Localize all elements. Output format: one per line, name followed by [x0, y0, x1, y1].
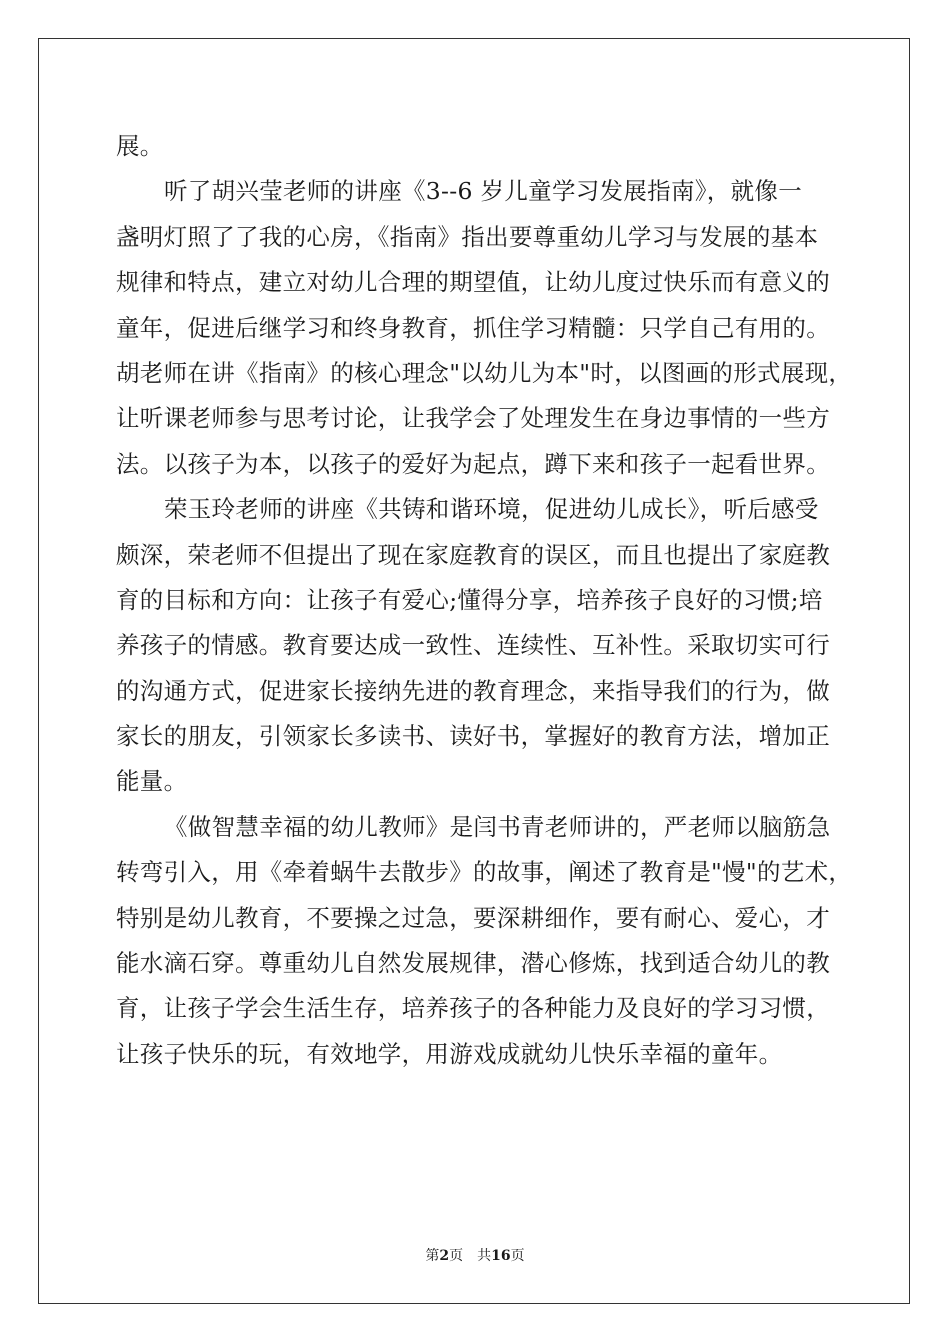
text-line: 特别是幼儿教育，不要操之过急，要深耕细作，要有耐心、爱心，才 — [116, 903, 830, 932]
text-line: 的沟通方式，促进家长接纳先进的教育理念，来指导我们的行为，做 — [116, 676, 830, 705]
text-line: 转弯引入，用《牵着蜗牛去散步》的故事，阐述了教育是"慢"的艺术， — [116, 858, 853, 887]
total-suffix: 页 — [510, 1248, 525, 1264]
text-line: 能量。 — [116, 767, 188, 796]
paragraph-start-line: 荣玉玲老师的讲座《共铸和谐环境，促进幼儿成长》，听后感受 — [164, 495, 819, 524]
text-line: 规律和特点，建立对幼儿合理的期望值，让幼儿度过快乐而有意义的 — [116, 268, 830, 297]
text-line: 让听课老师参与思考讨论，让我学会了处理发生在身边事情的一些方 — [116, 404, 830, 433]
text-line: 育的目标和方向：让孩子有爱心;懂得分享，培养孩子良好的习惯;培 — [116, 585, 823, 614]
text-line: 让孩子快乐的玩，有效地学，用游戏成就幼儿快乐幸福的童年。 — [116, 1039, 783, 1068]
text-line: 能水滴石穿。尊重幼儿自然发展规律，潜心修炼，找到适合幼儿的教 — [116, 949, 830, 978]
text-line: 盏明灯照了了我的心房，《指南》指出要尊重幼儿学习与发展的基本 — [116, 222, 819, 251]
total-prefix: 共 — [477, 1248, 492, 1264]
paragraph-start-line: 《做智慧幸福的幼儿教师》是闫书青老师讲的，严老师以脑筋急 — [164, 812, 831, 841]
page-footer — [0, 1247, 950, 1265]
page-suffix: 页 — [449, 1248, 464, 1264]
paragraph-start-line: 听了胡兴莹老师的讲座《3--6 岁儿童学习发展指南》，就像一 — [164, 177, 803, 206]
text-line: 胡老师在讲《指南》的核心理念"以幼儿为本"时，以图画的形式展现， — [116, 358, 853, 387]
text-line: 法。以孩子为本，以孩子的爱好为起点，蹲下来和孩子一起看世界。 — [116, 449, 830, 478]
page-prefix: 第 — [425, 1248, 440, 1264]
text-line: 养孩子的情感。教育要达成一致性、连续性、互补性。采取切实可行 — [116, 631, 830, 660]
text-line: 家长的朋友，引领家长多读书、读好书，掌握好的教育方法，增加正 — [116, 722, 830, 751]
total-pages: 16 — [491, 1248, 511, 1264]
page-number: 2 — [439, 1248, 450, 1264]
text-line: 颇深，荣老师不但提出了现在家庭教育的误区，而且也提出了家庭教 — [116, 540, 830, 569]
text-line: 展。 — [116, 132, 164, 160]
text-line: 育，让孩子学会生活生存，培养孩子的各种能力及良好的学习习惯， — [116, 994, 830, 1023]
text-line: 童年，促进后继学习和终身教育，抓住学习精髓：只学自己有用的。 — [116, 313, 830, 342]
document-body — [116, 124, 853, 1077]
